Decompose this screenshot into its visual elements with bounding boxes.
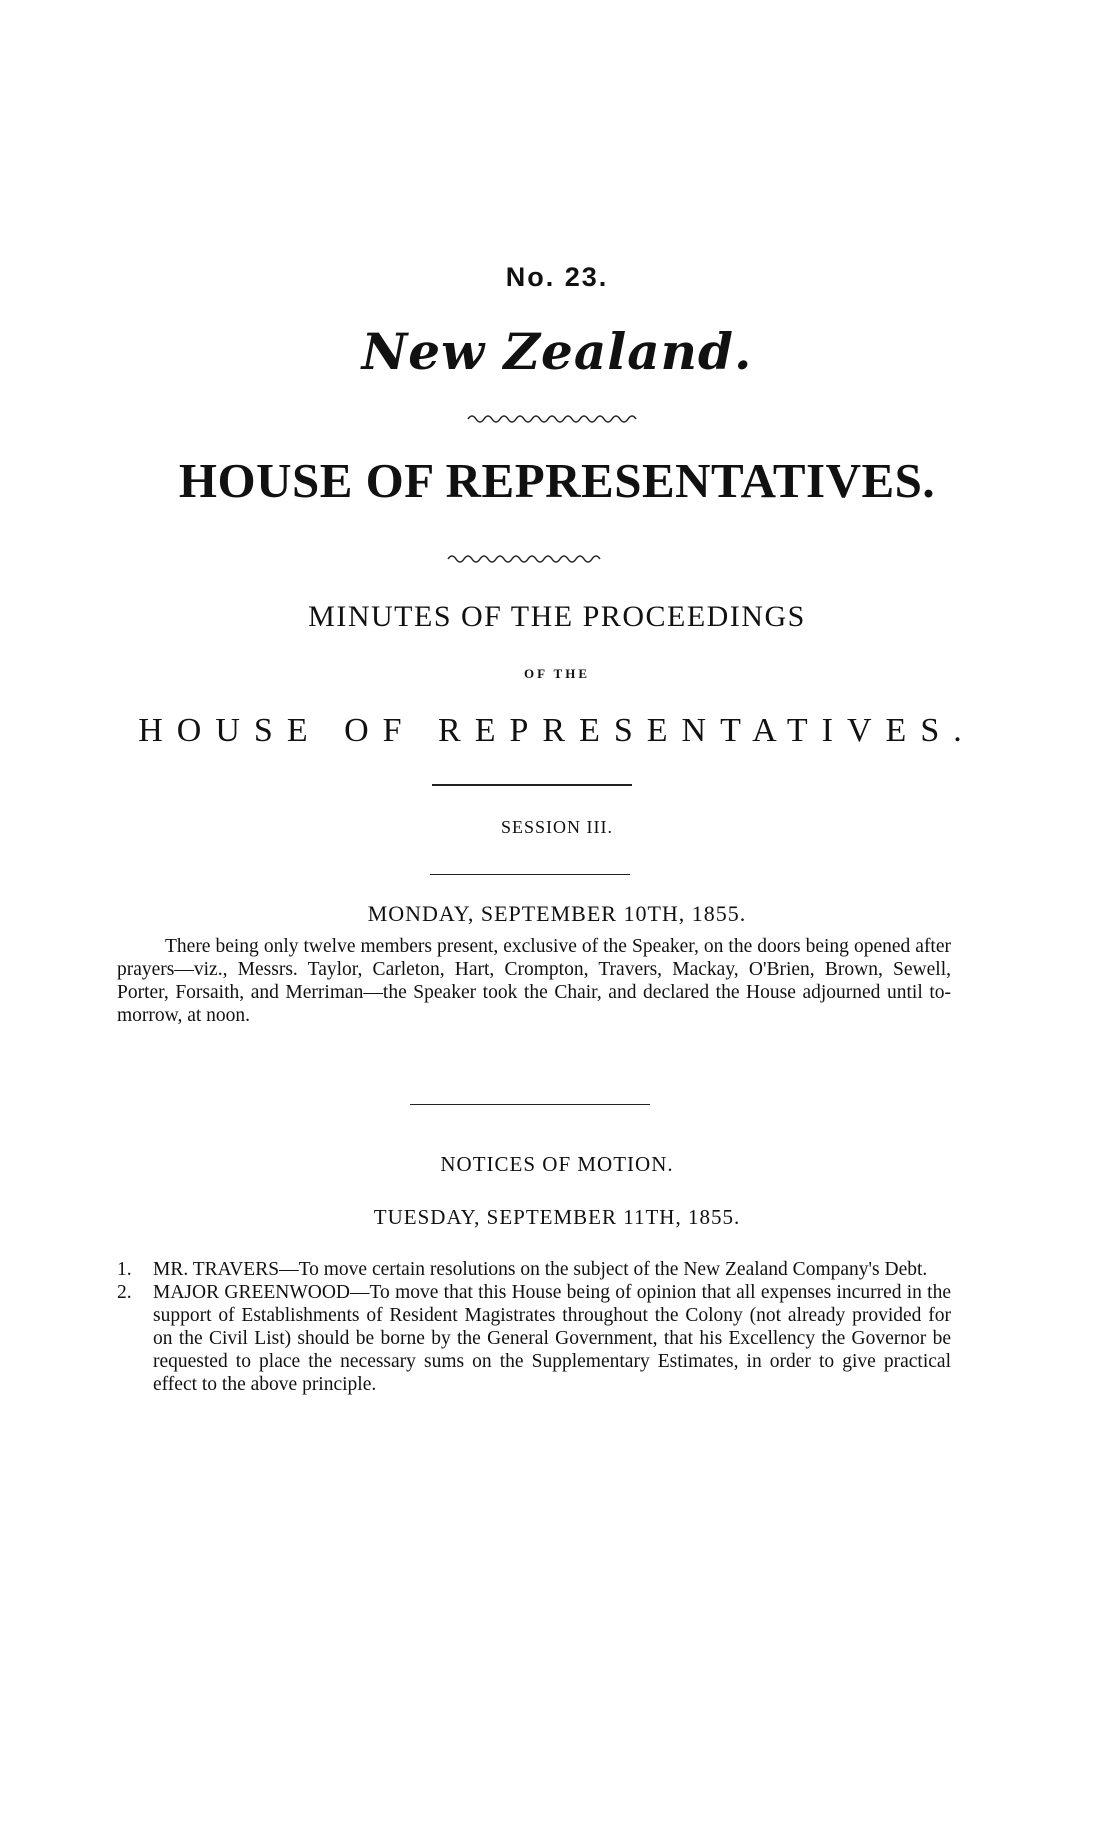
proceedings-date: MONDAY, SEPTEMBER 10TH, 1855. <box>367 901 747 926</box>
house-spaced-heading: HOUSE OF REPRESENTATIVES. <box>138 712 976 749</box>
motion-text: MAJOR GREENWOOD—To move that this House being of opinion that all expenses incurred in the support of Establishments of Resident Magistrates throughout the Colony (not already provided for on the Civil List) should be borne by the General Government, that his Excellency the Governor be requested to place the necessary sums on the Supplementary Estimates, in order to give practical effect to the above principle. <box>153 1282 951 1395</box>
motion-number: 2. <box>117 1282 132 1303</box>
proceedings-paragraph: There being only twelve members present, exclusive of the Speaker, on the doors being opened after prayers—viz., Messrs. Taylor, Carleton, Hart, Crompton, Travers, Mackay, O'Brien, Brown, Sewell, Porter, Forsaith, and Merriman—the Speaker took the Chair, and declared the House adjourned until to-morrow, at noon. <box>117 936 951 1026</box>
motion-number: 1. <box>117 1259 132 1280</box>
house-heading: HOUSE OF REPRESENTATIVES. <box>178 453 936 508</box>
notices-date: TUESDAY, SEPTEMBER 11TH, 1855. <box>373 1205 741 1229</box>
divider-rule <box>410 1104 650 1105</box>
divider-rule <box>432 784 632 786</box>
minutes-heading: MINUTES OF THE PROCEEDINGS <box>308 600 806 633</box>
list-item <box>117 1258 951 1281</box>
notices-heading: NOTICES OF MOTION. <box>440 1152 674 1176</box>
motion-text: MR. TRAVERS—To move certain resolutions on the subject of the New Zealand Company's Debt. <box>153 1259 928 1280</box>
session-label: SESSION III. <box>500 817 613 837</box>
of-the-label: OF THE <box>523 666 591 681</box>
divider-rule <box>430 874 630 875</box>
wavy-divider <box>0 412 1114 426</box>
list-item <box>117 1281 951 1396</box>
motion-list <box>117 1258 951 1396</box>
colony-title: New Zealand. <box>361 322 753 381</box>
wavy-divider <box>0 552 1114 566</box>
document-number: No. 23. <box>505 262 609 292</box>
